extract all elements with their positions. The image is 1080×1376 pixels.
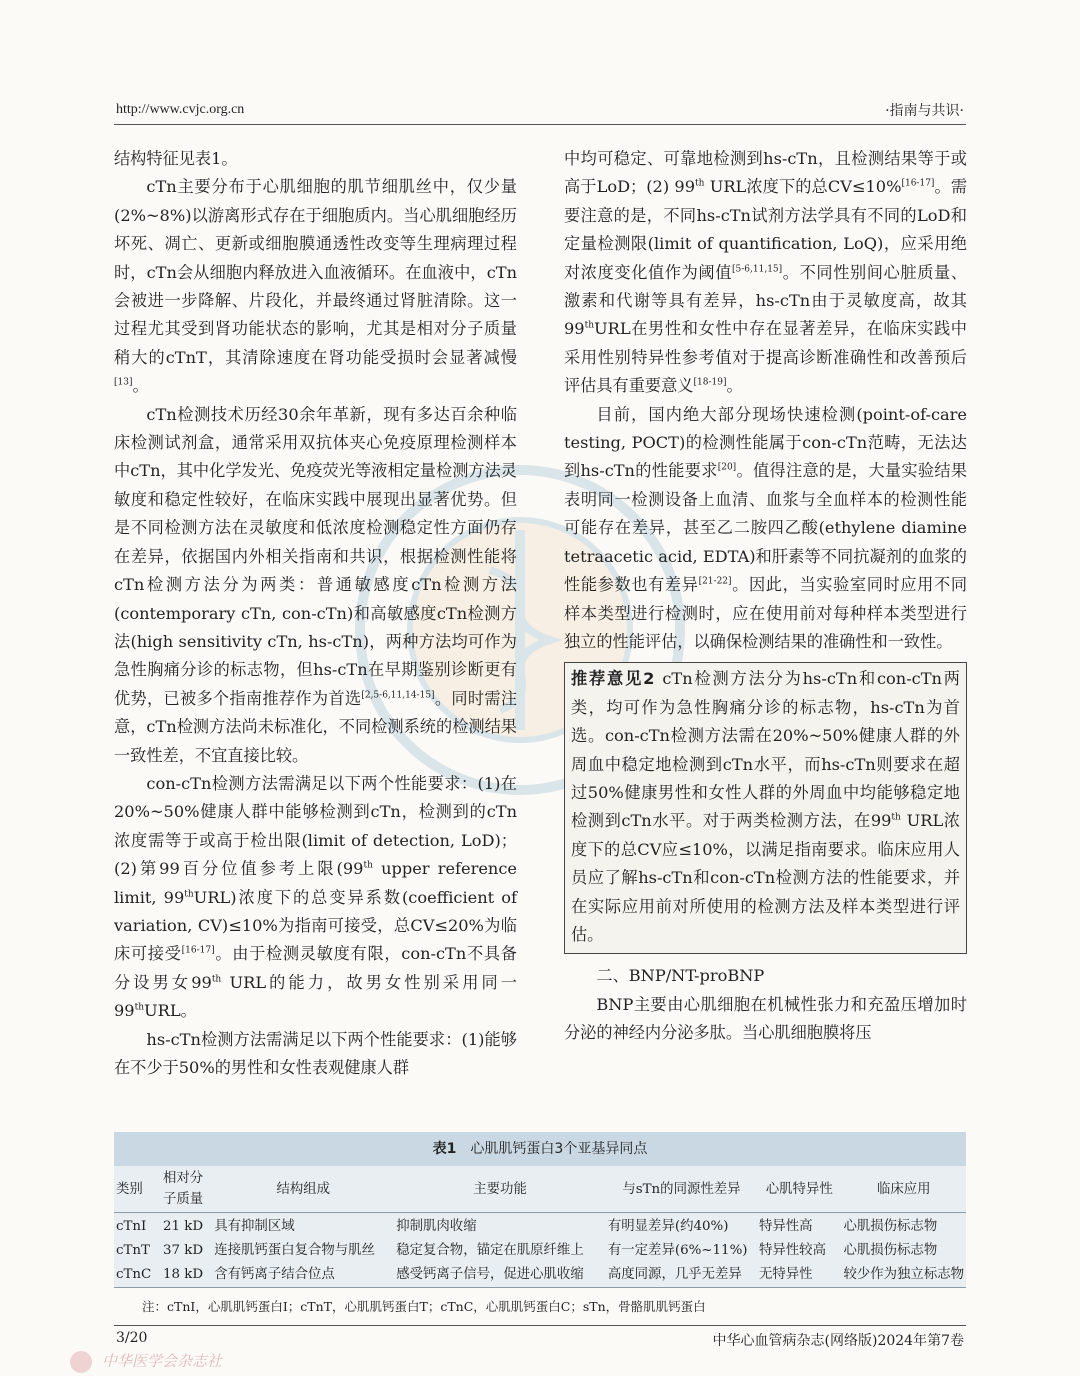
publisher-logo: 中华医学会杂志社	[70, 1350, 490, 1376]
paragraph: con-cTn检测方法需满足以下两个性能要求：(1)在20%~50%健康人群中能够检测到cTn，检测到的cTn浓度需等于或高于检出限(limit of detection, LoD)；(2)第99百分位值参考上限(99th upper reference limit, 99thURL)浓度下的总变异系数(coefficient of variation, CV)≤10%为指南可接受，总CV≤20%为临床可接受[16-17]。由于检测灵敏度有限，con-cTn不具备分设男女99th URL的能力，故男女性别采用同一99thURL。	[114, 773, 517, 1021]
table-header-row	[114, 1166, 966, 1213]
publisher-seal-icon	[70, 1351, 92, 1373]
paragraph: hs-cTn检测方法需满足以下两个性能要求：(1)能够在不少于50%的男性和女性表观健康人群	[114, 1029, 517, 1077]
paragraph: BNP主要由心肌细胞在机械性张力和充盈压增加时分泌的神经内分泌多肽。当心肌细胞膜将压	[564, 994, 967, 1043]
table-row: cTnC 18 kD 含有钙离子结合位点 感受钙离子信号，促进心肌收缩 高度同源，几乎无差异 无特异性 较少作为独立标志物	[114, 1263, 966, 1288]
citation[interactable]: [2,5-6,11,14-15]	[361, 690, 435, 701]
citation[interactable]: [16-17]	[181, 945, 215, 956]
table-row: cTnT 37 kD 连接肌钙蛋白复合物与肌丝 稳定复合物，锚定在肌原纤维上 有一定差异(6%~11%) 特异性较高 心肌损伤标志物	[116, 1243, 938, 1258]
paragraph: 结构特征见表1。	[114, 149, 238, 168]
table-note: 注：cTnI，心肌肌钙蛋白I；cTnT，心肌肌钙蛋白T；cTnC，心肌肌钙蛋白C；sTn，骨骼肌肌钙蛋白	[114, 1288, 966, 1315]
citation[interactable]: [5-6,11,15]	[732, 264, 783, 275]
header-cell: 心肌特异性	[757, 1166, 841, 1213]
paragraph: 目前，国内绝大部分现场快速检测(point-of-care testing, POCT)的检测性能属于con-cTn范畴，无法达到hs-cTn的性能要求[20]。值得注意的是，大量实验结果表明同一检测设备上血清、血浆与全血样本的检测性能可能存在差异，甚至乙二胺四乙酸(ethylene diamine tetraacetic acid, EDTA)和肝素等不同抗凝剂的血浆的性能参数也有差异[21-22]。因此，当实验室同时应用不同样本类型进行检测时，应在使用前对每种样本类型进行独立的性能评估，以确保检测结果的准确性和一致性。	[564, 404, 968, 651]
right-column	[564, 145, 967, 1048]
journal-name: 中华心血管病杂志(网络版)2024年第7卷	[712, 1333, 964, 1349]
page-number: 3/20	[116, 1330, 148, 1346]
header-cell: 结构组成	[212, 1166, 394, 1213]
header-cell: 类别	[114, 1166, 154, 1213]
citation[interactable]: [13]	[114, 377, 133, 388]
section-label: ·指南与共识·	[885, 103, 964, 119]
subunit-table	[114, 1166, 966, 1288]
header-cell: 临床应用	[841, 1166, 966, 1213]
journal-url[interactable]: http://www.cvjc.org.cn	[116, 102, 245, 117]
section-heading: 二、BNP/NT-proBNP	[596, 966, 765, 986]
citation[interactable]: [16-17]	[901, 179, 935, 190]
header-cell: 与sTn的同源性差异	[606, 1166, 757, 1213]
paragraph: cTn主要分布于心肌细胞的肌节细肌丝中，仅少量(2%~8%)以游离形式存在于细胞质内。当心肌细胞经历坏死、凋亡、更新或细胞膜通透性改变等生理病理过程时，cTn会从细胞内释放进入血液循环。在血液中，cTn会被进一步降解、片段化，并最终通过肾脏清除。这一过程尤其受到肾功能状态的影响，尤其是相对分子质量稍大的cTnT，其清除速度在肾功能受损时会显著减慢[13]。	[114, 177, 517, 396]
table-row: cTnI 21 kD 具有抑制区域 抑制肌肉收缩 有明显差异(约40%) 特异性高 心肌损伤标志物	[116, 1219, 938, 1234]
table-caption	[114, 1132, 966, 1166]
recommendation-box: 推荐意见2 cTn检测方法分为hs-cTn和con-cTn两类，均可作为急性胸痛分诊的标志物，hs-cTn为首选。con-cTn检测方法需在20%~50%健康人群的外周血中稳定地检测到cTn水平，而hs-cTn则要求在超过50%健康男性和女性人群的外周血中均能够稳定地检测到cTn水平。对于两类检测方法，在99th URL浓度下的总CV应≤10%，以满足指南要求。临床应用人员应了解hs-cTn和con-cTn检测方法的性能要求，并在实际应用前对所使用的检测方法及样本类型进行评估。	[564, 662, 967, 954]
table-1	[114, 1132, 966, 1315]
citation[interactable]: [20]	[717, 463, 737, 474]
header-cell: 主要功能	[394, 1166, 606, 1213]
table-label: 表1	[432, 1141, 457, 1157]
header-cell: 相对分 子质量	[154, 1166, 212, 1213]
recommendation-title: 推荐意见2	[571, 669, 655, 689]
page-footer	[114, 1325, 966, 1348]
left-column	[114, 145, 517, 1082]
table-title: 心肌肌钙蛋白3个亚基异同点	[470, 1141, 648, 1157]
citation[interactable]: [21-22]	[698, 576, 732, 587]
paragraph: 中均可稳定、可靠地检测到hs-cTn，且检测结果等于或高于LoD；(2) 99th URL浓度下的总CV≤10%[16-17]。需要注意的是，不同hs-cTn试剂方法学具有不同的LoD和定量检测限(limit of quantification, LoQ)，应采用绝对浓度变化值作为阈值[5-6,11,15]。不同性别间心脏质量、激素和代谢等具有差异，hs-cTn由于灵敏度高，故其99thURL在男性和女性中存在显著差异，在临床实践中采用性别特异性参考值对于提高诊断准确性和改善预后评估具有重要意义[18-19]。	[564, 149, 968, 396]
citation[interactable]: [18-19]	[693, 377, 727, 388]
page-header	[114, 100, 966, 125]
paragraph: cTn检测技术历经30余年革新，现有多达百余种临床检测试剂盒，通常采用双抗体夹心免疫原理检测样本中cTn，其中化学发光、免疫荧光等液相定量检测方法灵敏度和稳定性较好，在临床实践中展现出显著优势。但是不同检测方法在灵敏度和低浓度检测稳定性方面仍存在差异，依据国内外相关指南和共识，根据检测性能将cTn检测方法分为两类：普通敏感度cTn检测方法(contemporary cTn, con-cTn)和高敏感度cTn检测方法(high sensitivity cTn, hs-cTn)，两种方法均可作为急性胸痛分诊的标志物，但hs-cTn在早期鉴别诊断更有优势，已被多个指南推荐作为首选[2,5-6,11,14-15]。同时需注意，cTn检测方法尚未标准化，不同检测系统的检测结果一致性差，不宜直接比较。	[114, 404, 518, 765]
